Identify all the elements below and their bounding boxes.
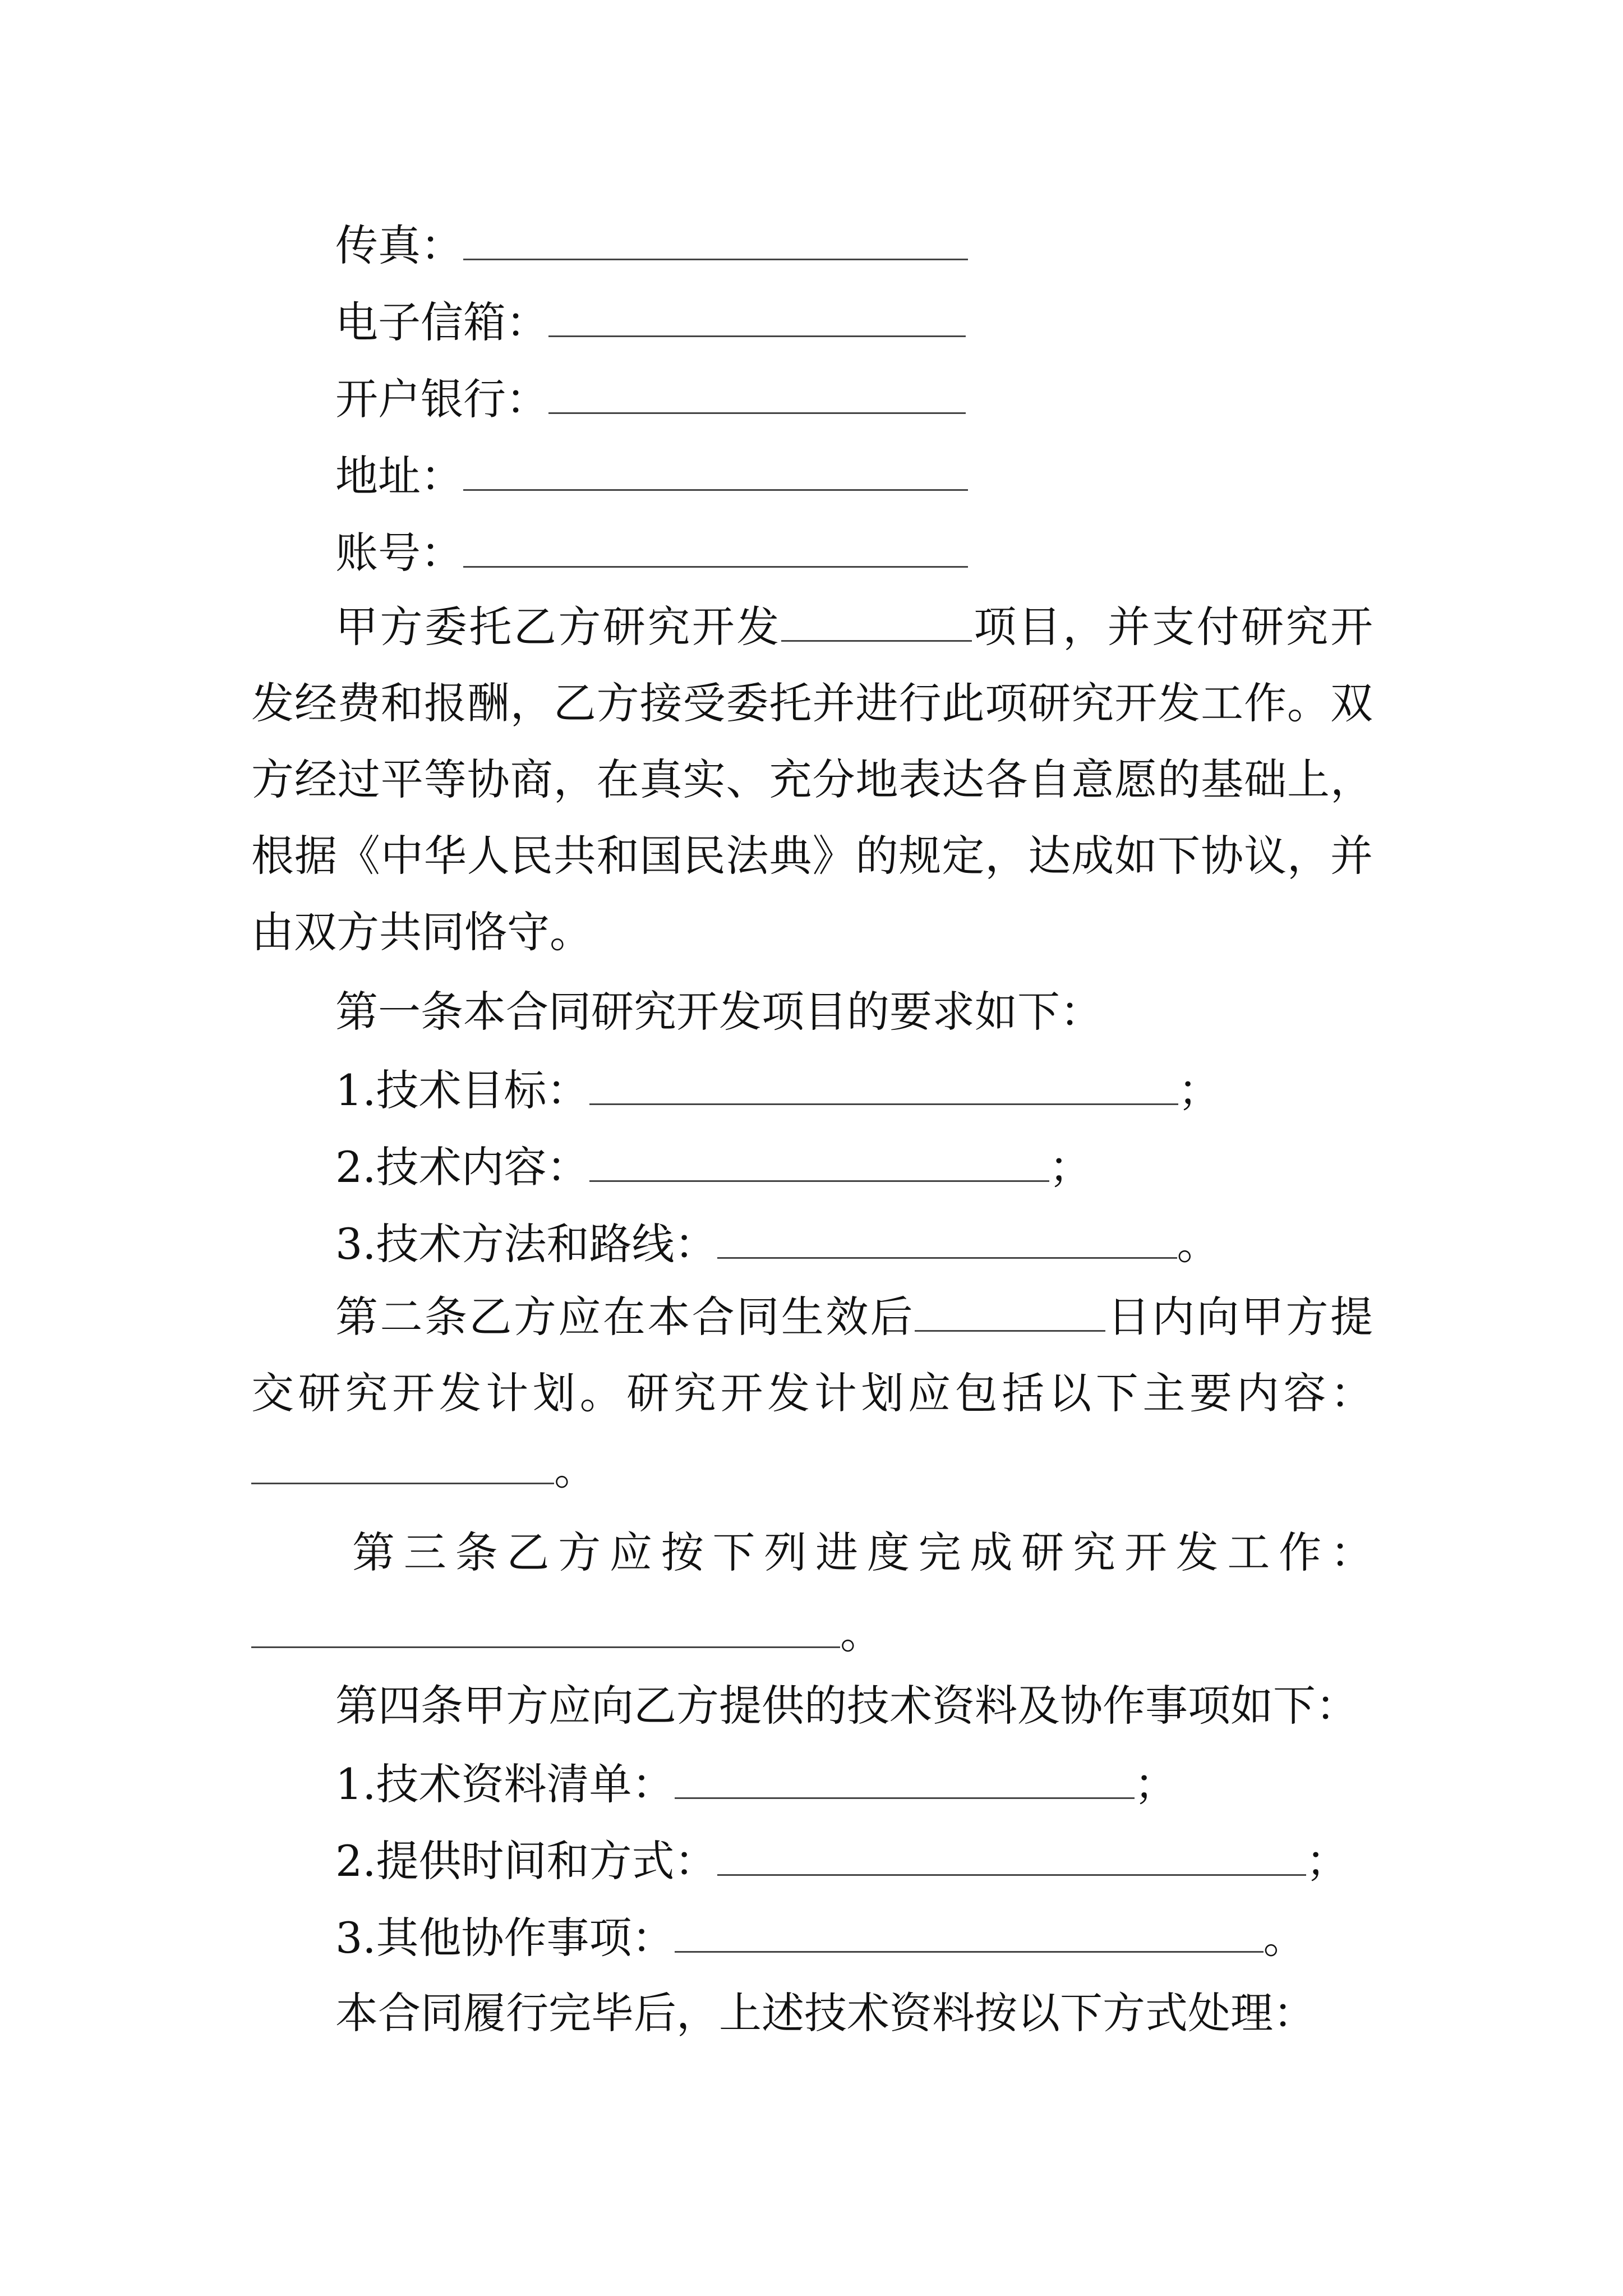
blank-line[interactable] [463,530,968,568]
field-fax [335,220,968,270]
article-1-item-2: 2.技术内容： ； [335,1142,1092,1192]
field-account [335,528,968,578]
article-1-item-1: 1.技术目标： ； [335,1065,1221,1115]
intro-row: 由双方共同恪守。 [251,907,592,957]
article-2-row: 。 [251,1432,1373,1508]
blank-line[interactable] [463,223,968,260]
article-2-row: 第二条乙方应在本合同生效后 日内向甲方提 [335,1292,1373,1342]
article-2-row: 交研究开发计划。研究开发计划应包括以下主要内容： [251,1368,1373,1418]
closing-line: 本合同履行完毕后，上述技术资料按以下方式处理： [335,1988,1316,2038]
intro-row: 发经费和报酬，乙方接受委托并进行此项研究开发工作。双 [251,678,1373,728]
field-label: 传真： [335,220,463,270]
field-label: 电子信箱： [335,297,548,347]
blank-line[interactable] [717,1221,1177,1259]
blank-line[interactable] [589,1068,1178,1105]
article-3-row: 。 [251,1595,1373,1672]
field-bank [335,374,966,424]
blank-line[interactable] [548,300,966,337]
field-label: 地址： [335,451,463,501]
article-2-paragraph [251,1279,1373,1508]
blank-line[interactable] [251,1447,554,1484]
blank-line[interactable] [463,453,968,491]
intro-row: 甲方委托乙方研究开发 项目，并支付研究开 [335,602,1373,652]
intro-paragraph [251,589,1373,970]
article-3-row: 第三条乙方应按下列进度完成研究开发工作： [352,1527,1373,1577]
field-label: 账号： [335,528,463,578]
field-email [335,297,966,347]
blank-line[interactable] [548,376,966,414]
intro-row: 方经过平等协商，在真实、充分地表达各自意愿的基础上， [251,754,1373,804]
blank-line[interactable] [781,604,972,642]
article-3-paragraph [251,1515,1373,1672]
field-address [335,451,968,501]
intro-row: 根据《中华人民共和国民法典》的规定，达成如下协议，并 [251,831,1373,881]
article-4-item-3: 3.其他协作事项： 。 [335,1913,1306,1963]
article-1-item-3: 3.技术方法和路线： 。 [335,1219,1220,1269]
field-label: 开户银行： [335,374,548,424]
blank-line[interactable] [915,1294,1105,1332]
blank-line[interactable] [675,1915,1264,1953]
blank-line[interactable] [251,1611,840,1648]
blank-line[interactable] [675,1761,1135,1799]
blank-line[interactable] [717,1838,1306,1876]
article-4-item-1: 1.技术资料清单： ； [335,1759,1177,1809]
article-4-title: 第四条甲方应向乙方提供的技术资料及协作事项如下： [335,1681,1358,1731]
article-4-item-2: 2.提供时间和方式： ； [335,1836,1349,1886]
article-1-title: 第一条本合同研究开发项目的要求如下： [335,987,1103,1037]
blank-line[interactable] [589,1144,1049,1182]
